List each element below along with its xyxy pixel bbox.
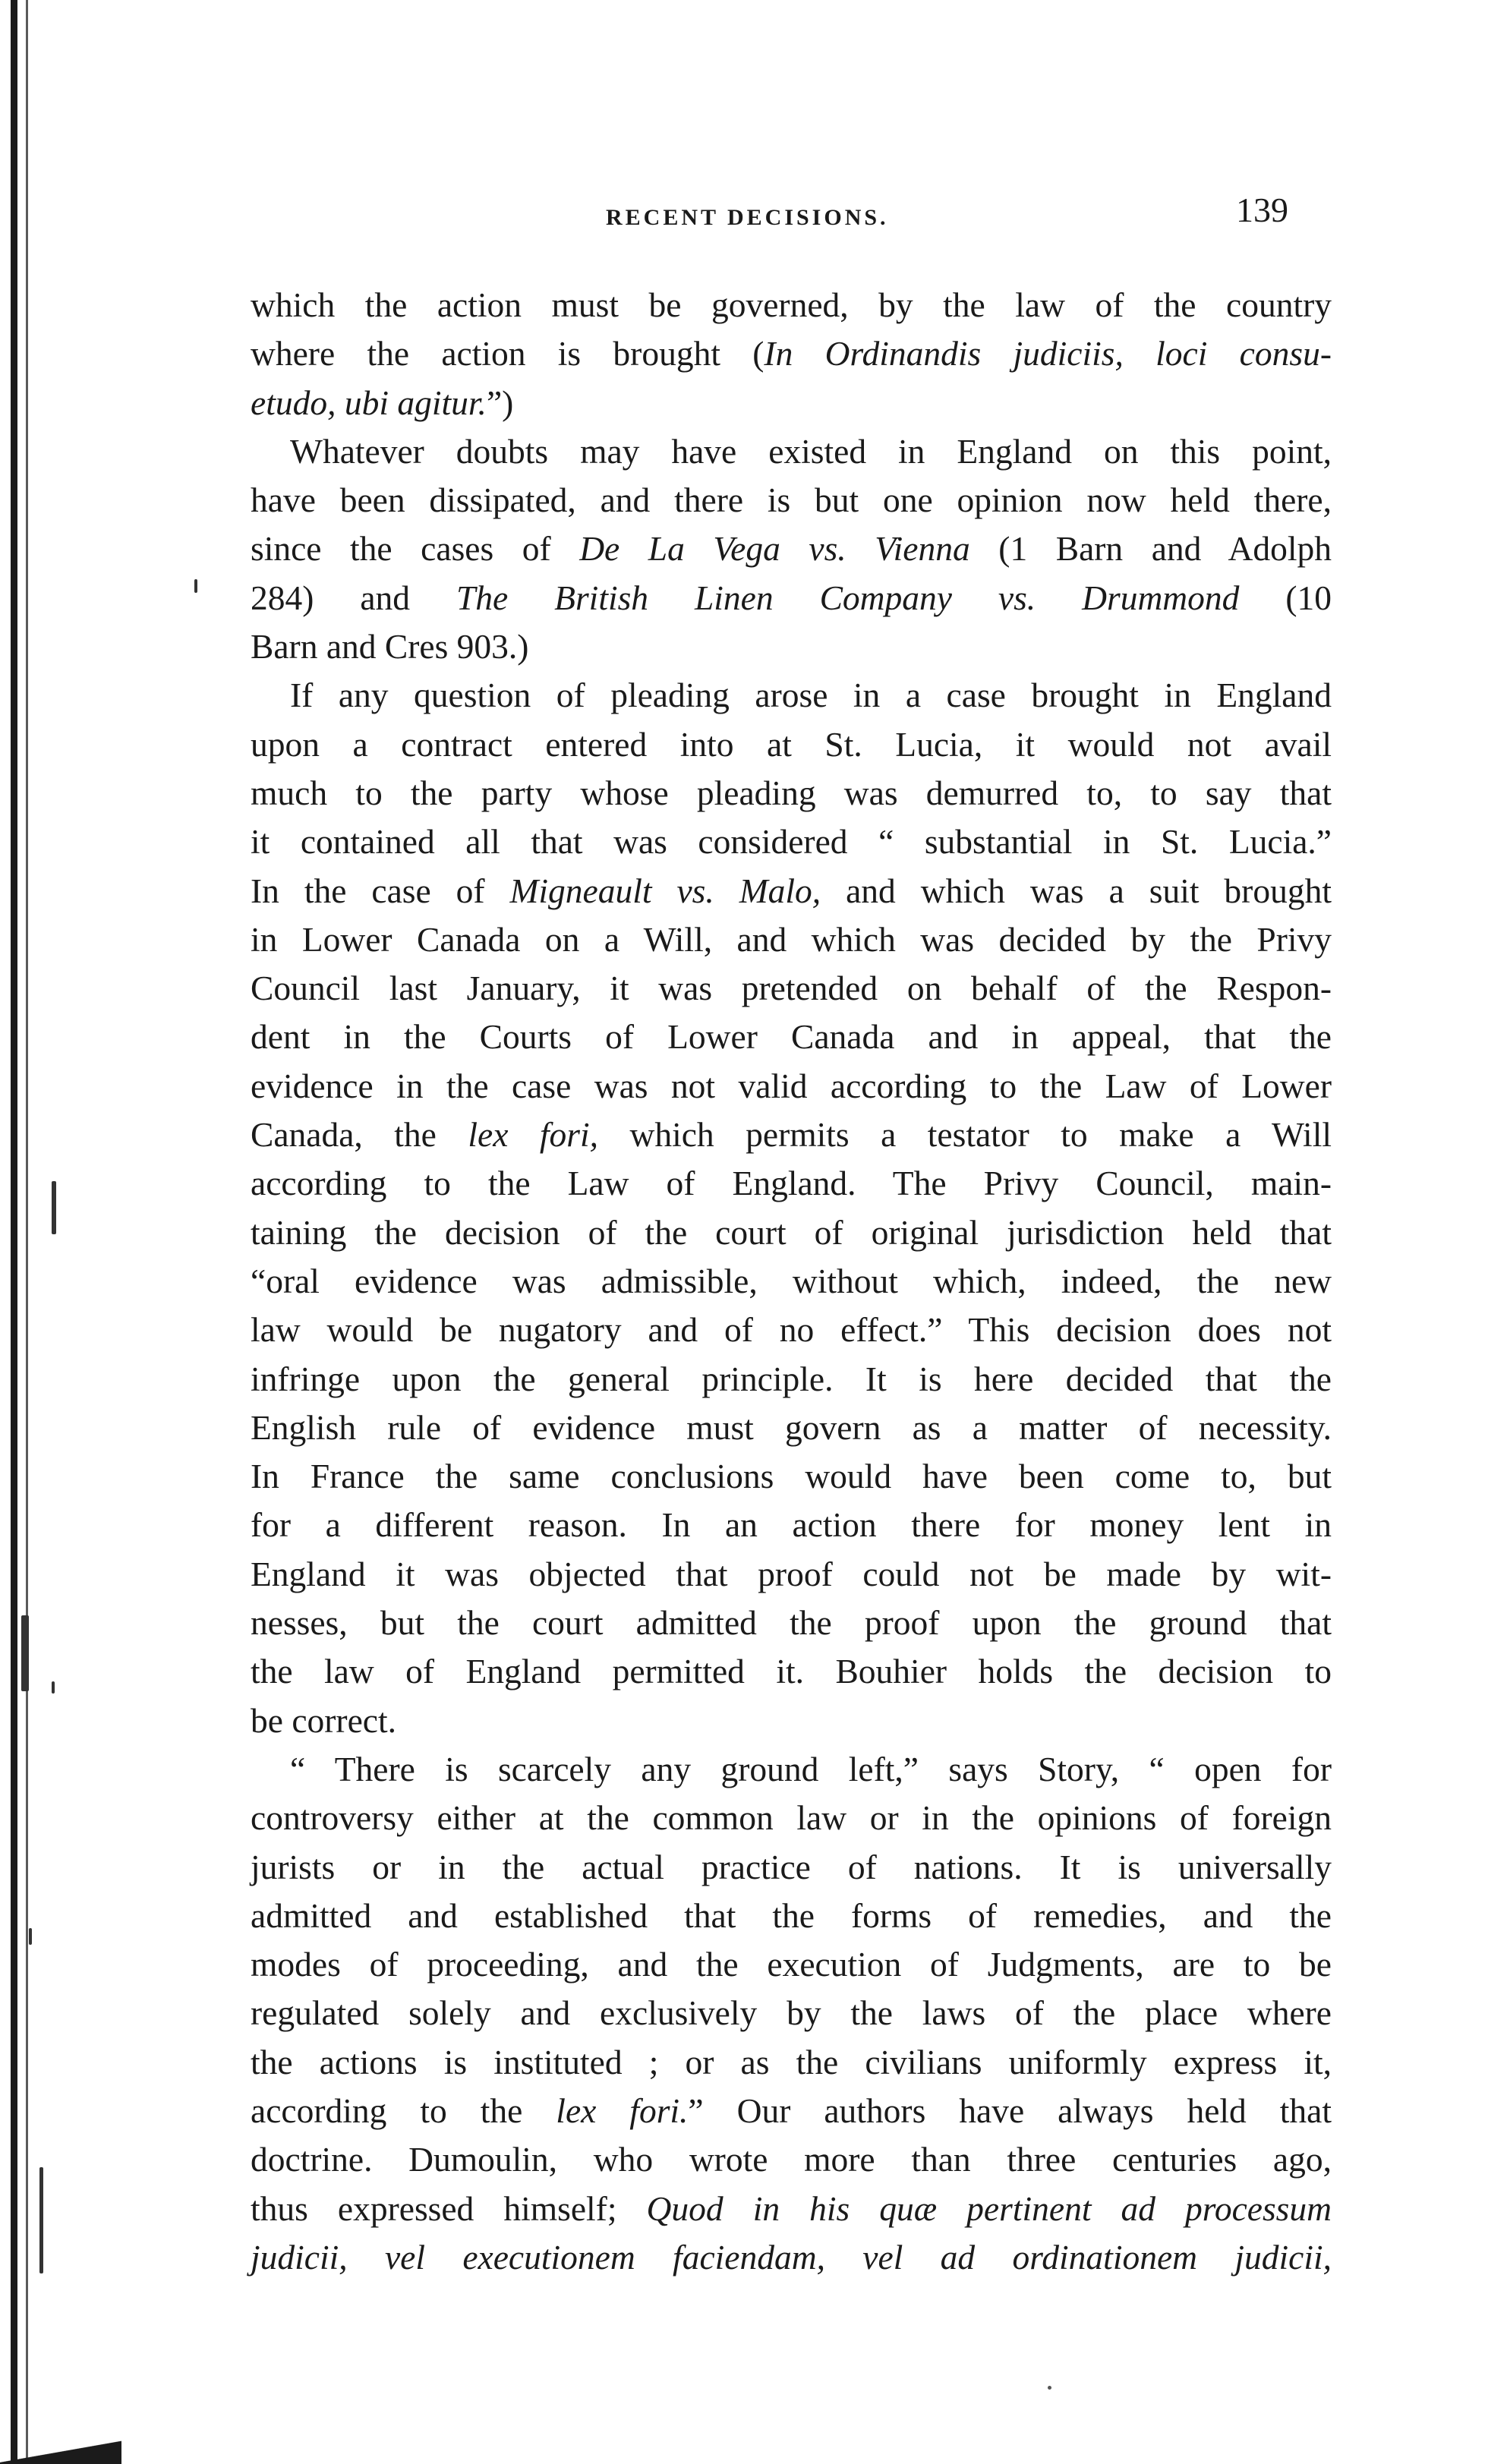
italic-text: Migneault vs. Malo, xyxy=(509,871,821,910)
text-line xyxy=(251,525,1332,573)
italic-text: Quod in his quæ pertinent ad processum xyxy=(646,2188,1332,2228)
text-segment: Barn and Cres 903.) xyxy=(251,627,529,666)
text-line xyxy=(251,1208,1332,1257)
text-segment: for a different reason. In an action there for money lent in xyxy=(251,1505,1332,1545)
text-segment: evidence in the case was not valid according to the Law of Lower xyxy=(251,1066,1332,1105)
text-line xyxy=(251,1989,1332,2037)
text-segment: upon a contract entered into at St. Lucia, it would not avail xyxy=(251,724,1332,764)
text-line xyxy=(251,2185,1332,2233)
text-segment: 284) and xyxy=(251,578,456,617)
text-segment: (10 xyxy=(1239,578,1332,617)
text-line xyxy=(251,1159,1332,1208)
text-segment: have been dissipated, and there is but one opinion now held there, xyxy=(251,481,1332,520)
margin-mark xyxy=(21,1615,29,1691)
text-segment: Council last January, it was pretended on behalf of the Respon- xyxy=(251,969,1332,1008)
text-segment: jurists or in the actual practice of nations. It is universally xyxy=(251,1847,1332,1886)
text-segment: nesses, but the court admitted the proof upon the ground that xyxy=(251,1603,1332,1643)
text-line xyxy=(251,818,1332,866)
italic-text: The British Linen Company vs. Drummond xyxy=(456,578,1240,617)
text-segment: doctrine. Dumoulin, who wrote more than three centuries ago, xyxy=(251,2140,1332,2179)
page-number: 139 xyxy=(1236,191,1288,229)
italic-text: lex fori. xyxy=(556,2091,689,2130)
text-segment: where the action is brought ( xyxy=(251,334,764,373)
text-line xyxy=(251,1306,1332,1354)
text-segment: which permits a testator to make a Will xyxy=(598,1115,1332,1155)
margin-mark xyxy=(29,1928,32,1945)
margin-mark xyxy=(39,2167,43,2273)
text-line xyxy=(251,1355,1332,1404)
italic-text: judicii, vel executionem faciendam, vel ad ordinationem judicii, xyxy=(251,2237,1332,2277)
text-segment: infringe upon the general principle. It is here decided that the xyxy=(251,1359,1332,1398)
text-segment: admitted and established that the forms of remedies, and the xyxy=(251,1895,1332,1935)
text-segment: Canada, the xyxy=(251,1115,468,1155)
text-segment: “oral evidence was admissible, without which, indeed, the new xyxy=(251,1261,1332,1300)
text-segment: In the case of xyxy=(251,871,510,910)
text-line xyxy=(251,1599,1332,1647)
text-segment: according to the Law of England. The Privy Council, main- xyxy=(251,1164,1332,1203)
text-segment: and which was a suit brought xyxy=(821,871,1332,910)
text-line xyxy=(251,1404,1332,1452)
text-segment: thus expressed himself; xyxy=(251,2188,647,2228)
text-line xyxy=(251,867,1332,915)
text-segment: ” Our authors have always held that xyxy=(688,2091,1332,2130)
text-line xyxy=(251,1452,1332,1501)
text-segment: be correct. xyxy=(251,1700,396,1740)
text-segment: in Lower Canada on a Will, and which was decided by the Privy xyxy=(251,919,1332,959)
text-segment: the actions is instituted ; or as the civilians uniformly express it, xyxy=(251,2042,1332,2081)
text-segment: dent in the Courts of Lower Canada and in appeal, that the xyxy=(251,1017,1332,1057)
text-line xyxy=(251,329,1332,378)
text-line xyxy=(251,2135,1332,2184)
italic-text: De La Vega vs. Vienna xyxy=(579,529,970,569)
text-segment: ”) xyxy=(486,383,514,422)
page-edge-line xyxy=(26,0,28,2464)
text-line xyxy=(251,671,1332,720)
body-text xyxy=(251,281,1332,2282)
text-line xyxy=(251,2087,1332,2135)
text-line xyxy=(251,1062,1332,1111)
text-line xyxy=(251,622,1332,671)
text-line xyxy=(251,281,1332,329)
text-segment: law would be nugatory and of no effect.” This decision does not xyxy=(251,1310,1332,1350)
margin-mark xyxy=(194,579,197,593)
text-line xyxy=(251,1013,1332,1061)
text-line xyxy=(251,379,1332,427)
text-segment: much to the party whose pleading was demurred to, to say that xyxy=(251,773,1332,812)
italic-text: In Ordinandis judiciis, loci consu- xyxy=(764,334,1332,373)
text-segment: “ There is scarcely any ground left,” says Story, “ open for xyxy=(290,1749,1332,1788)
text-line xyxy=(251,1940,1332,1989)
text-line xyxy=(251,720,1332,769)
margin-mark xyxy=(52,1181,56,1234)
text-segment: English rule of evidence must govern as a matter of necessity. xyxy=(251,1407,1332,1447)
text-segment: it contained all that was considered “ substantial in St. Lucia.” xyxy=(251,822,1332,862)
text-segment: the law of England permitted it. Bouhier holds the decision to xyxy=(251,1652,1332,1691)
text-line xyxy=(251,1550,1332,1599)
text-segment: In France the same conclusions would have been come to, but xyxy=(251,1457,1332,1496)
text-line xyxy=(251,476,1332,525)
text-line xyxy=(251,1647,1332,1696)
text-segment: modes of proceeding, and the execution of Judgments, are to be xyxy=(251,1945,1332,1984)
text-segment: (1 Barn and Adolph xyxy=(969,529,1332,569)
text-line xyxy=(251,964,1332,1013)
text-segment: Whatever doubts may have existed in England on this point, xyxy=(290,431,1332,471)
text-line xyxy=(251,574,1332,622)
text-line xyxy=(251,769,1332,818)
text-line xyxy=(251,427,1332,476)
text-segment: taining the decision of the court of original jurisdiction held that xyxy=(251,1212,1332,1252)
stray-mark xyxy=(1048,2386,1051,2390)
page-edge-shadow xyxy=(11,0,17,2464)
text-line xyxy=(251,2038,1332,2087)
text-segment: which the action must be governed, by the law of the country xyxy=(251,285,1332,324)
running-head: RECENT DECISIONS. xyxy=(606,205,889,230)
text-line xyxy=(251,1111,1332,1159)
text-segment: since the cases of xyxy=(251,529,580,569)
text-line xyxy=(251,1697,1332,1745)
italic-text: etudo, ubi agitur. xyxy=(251,383,487,422)
text-line xyxy=(251,1794,1332,1842)
text-segment: controversy either at the common law or in the opinions of foreign xyxy=(251,1798,1332,1838)
margin-mark xyxy=(52,1681,55,1694)
text-line xyxy=(251,1257,1332,1306)
text-line xyxy=(251,1501,1332,1549)
italic-text: lex fori, xyxy=(468,1115,598,1155)
text-segment: If any question of pleading arose in a case brought in England xyxy=(290,676,1332,715)
text-segment: regulated solely and exclusively by the laws of the place where xyxy=(251,1993,1332,2033)
text-line xyxy=(251,1892,1332,1940)
text-line xyxy=(251,1745,1332,1794)
page-corner-shadow xyxy=(0,2434,121,2464)
text-segment: according to the xyxy=(251,2091,556,2130)
text-line xyxy=(251,2233,1332,2282)
text-segment: England it was objected that proof could not be made by wit- xyxy=(251,1554,1332,1593)
text-line xyxy=(251,915,1332,964)
text-line xyxy=(251,1843,1332,1892)
